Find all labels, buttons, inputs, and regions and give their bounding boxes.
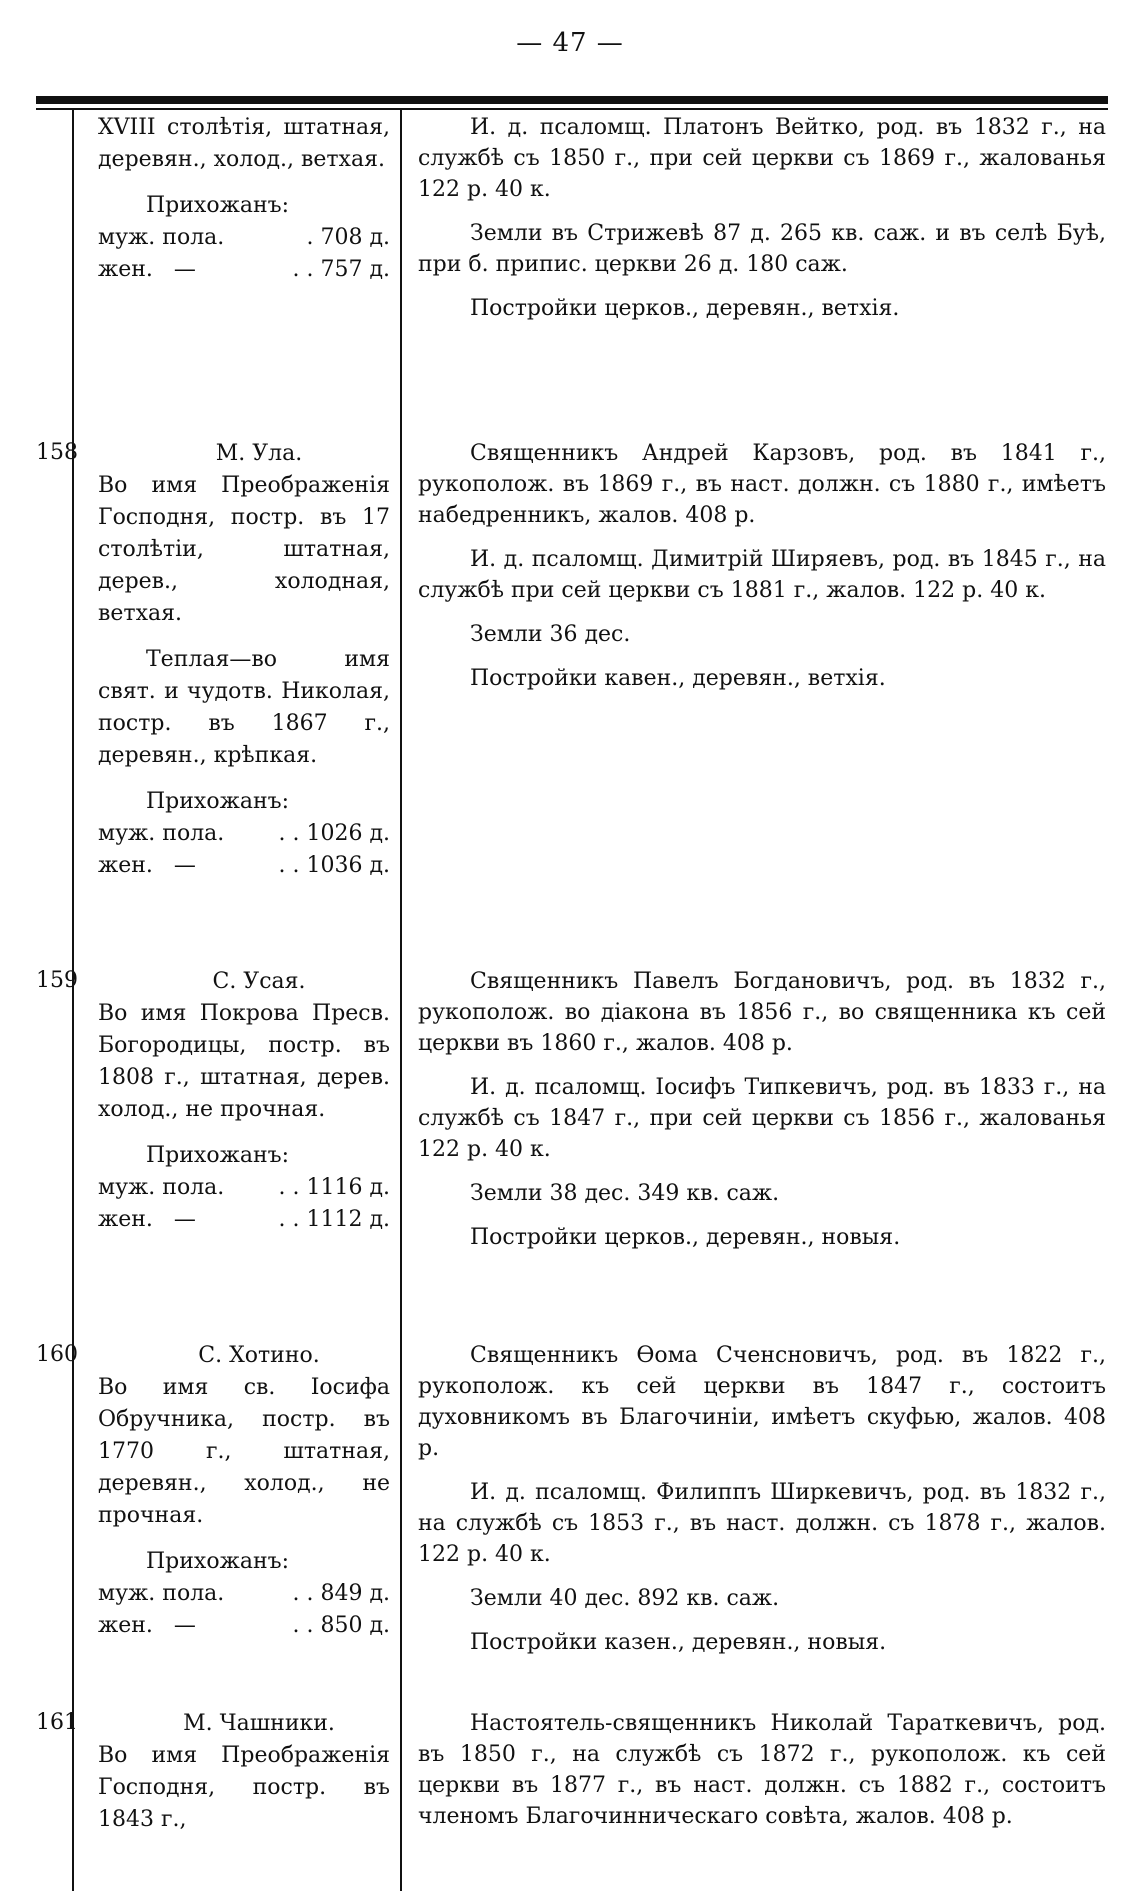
entry-159-buildings: Постройки церков., деревян., новыя. (470, 1225, 901, 1250)
female-count: . . 757 д. (292, 257, 390, 282)
female-label: жен. — (98, 853, 196, 878)
entry-159-parish-label: Прихожанъ: (146, 1143, 290, 1168)
entry-158-warm-church: Теплая—во имя свят. и чудотв. Николая, постр. въ 1867 г., деревян., крѣпкая. (98, 647, 390, 768)
entry-161-left-column (98, 1708, 390, 1836)
entry-159-male-row (98, 1172, 390, 1204)
male-label: муж. пола. (98, 821, 225, 846)
header-rule-thick (36, 96, 1108, 104)
cont-male-row (98, 222, 390, 254)
cont-church-description: XVIII столѣтія, штатная, деревян., холод., ветхая. (98, 115, 390, 172)
entry-number-159: 159 (36, 968, 78, 993)
entry-161-right-column (418, 1708, 1106, 1845)
female-label: жен. — (98, 1613, 196, 1638)
entry-158-church-description: Во имя Преображенія Господня, постр. въ 17 столѣтіи, штатная, дерев., холодная, ветхая. (98, 473, 390, 626)
header-rule-thin (36, 108, 1108, 110)
entry-159-left-column (98, 966, 390, 1236)
entry-159-right-column (418, 966, 1106, 1266)
entry-161-priest: Настоятель-священникъ Николай Тараткевичъ, род. въ 1850 г., на службѣ съ 1872 г., рукополож. къ сей церкви въ 1877 г., въ наст. должн. съ 1882 г., состоитъ членомъ Благочинническаго совѣта, жалов. 408 р. (418, 1711, 1106, 1829)
entry-160-land: Земли 40 дес. 892 кв. саж. (470, 1586, 780, 1611)
male-count: . . 849 д. (292, 1581, 390, 1606)
entry-160-right-column (418, 1340, 1106, 1671)
female-label: жен. — (98, 257, 196, 282)
male-count: . . 1116 д. (278, 1175, 390, 1200)
entry-160-church-description: Во имя св. Іосифа Обручника, постр. въ 1770 г., штатная, деревян., холод., не прочная. (98, 1375, 390, 1528)
entry-161-place: М. Чашники. (183, 1711, 335, 1736)
male-count: . 708 д. (306, 225, 390, 250)
female-count: . . 850 д. (292, 1613, 390, 1638)
male-label: муж. пола. (98, 225, 225, 250)
column-divider-left (72, 110, 74, 1891)
entry-158-place: М. Ула. (215, 441, 303, 466)
cont-parish-label: Прихожанъ: (146, 193, 290, 218)
female-count: . . 1036 д. (278, 853, 390, 878)
entry-159-land: Земли 38 дес. 349 кв. саж. (470, 1181, 780, 1206)
entry-158-priest: Священникъ Андрей Карзовъ, род. въ 1841 г., рукополож. въ 1869 г., въ наст. должн. съ 1880 г., имѣетъ набедренникъ, жалов. 408 р. (418, 441, 1106, 528)
cont-clergy-psalmist: И. д. псаломщ. Платонъ Вейтко, род. въ 1832 г., на службѣ съ 1850 г., при сей церкви съ 1869 г., жалованья 122 р. 40 к. (418, 115, 1106, 202)
column-divider-middle (400, 110, 402, 1891)
entry-158-buildings: Постройки кавен., деревян., ветхія. (470, 666, 886, 691)
entry-159-church-description: Во имя Покрова Пресв. Богородицы, постр. въ 1808 г., штатная, дерев. холод., не прочная. (98, 1001, 390, 1122)
entry-160-place: С. Хотино. (198, 1343, 320, 1368)
entry-158-psalmist: И. д. псаломщ. Димитрій Ширяевъ, род. въ 1845 г., на службѣ при сей церкви съ 1881 г., жалов. 122 р. 40 к. (418, 547, 1106, 603)
entry-160-female-row (98, 1610, 390, 1642)
entry-160-parish-label: Прихожанъ: (146, 1549, 290, 1574)
cont-female-row (98, 254, 390, 286)
male-count: . . 1026 д. (278, 821, 390, 846)
entry-159-priest: Священникъ Павелъ Богдановичъ, род. въ 1832 г., рукополож. во діакона въ 1856 г., во священника къ сей церкви въ 1860 г., жалов. 408 р. (418, 969, 1106, 1056)
entry-158-male-row (98, 818, 390, 850)
entry-number-160: 160 (36, 1342, 78, 1367)
cont-land: Земли въ Стрижевѣ 87 д. 265 кв. саж. и въ селѣ Буѣ, при б. припис. церкви 26 д. 180 саж. (418, 221, 1106, 277)
entry-159-place: С. Усая. (212, 969, 306, 994)
female-count: . . 1112 д. (278, 1207, 390, 1232)
page-number: — 47 — (516, 28, 624, 58)
entry-158-land: Земли 36 дес. (470, 622, 631, 647)
male-label: муж. пола. (98, 1581, 225, 1606)
entry-number-161: 161 (36, 1710, 78, 1735)
entry-158-left-column (98, 438, 390, 882)
entry-159-female-row (98, 1204, 390, 1236)
entry-158-female-row (98, 850, 390, 882)
entry-158-right-column (418, 438, 1106, 707)
entry-158-parish-label: Прихожанъ: (146, 789, 290, 814)
entry-160-left-column (98, 1340, 390, 1642)
cont-right-column (418, 112, 1106, 337)
entry-160-priest: Священникъ Ѳома Сченсновичъ, род. въ 1822 г., рукополож. къ сей церкви въ 1847 г., состоитъ духовникомъ въ Благочиніи, имѣетъ скуфью, жалов. 408 р. (418, 1343, 1106, 1461)
entry-160-psalmist: И. д. псаломщ. Филиппъ Ширкевичъ, род. въ 1832 г., на службѣ съ 1853 г., въ наст. должн. съ 1878 г., жалов. 122 р. 40 к. (418, 1480, 1106, 1567)
cont-left-column (98, 112, 390, 286)
female-label: жен. — (98, 1207, 196, 1232)
entry-number-158: 158 (36, 440, 78, 465)
entry-160-buildings: Постройки казен., деревян., новыя. (470, 1630, 887, 1655)
cont-buildings: Постройки церков., деревян., ветхія. (470, 296, 900, 321)
entry-161-church-description: Во имя Преображенія Господня, постр. въ 1843 г., (98, 1743, 390, 1832)
entry-160-male-row (98, 1578, 390, 1610)
male-label: муж. пола. (98, 1175, 225, 1200)
entry-159-psalmist: И. д. псаломщ. Іосифъ Типкевичъ, род. въ 1833 г., на службѣ съ 1847 г., при сей церкви съ 1856 г., жалованья 122 р. 40 к. (418, 1075, 1106, 1162)
